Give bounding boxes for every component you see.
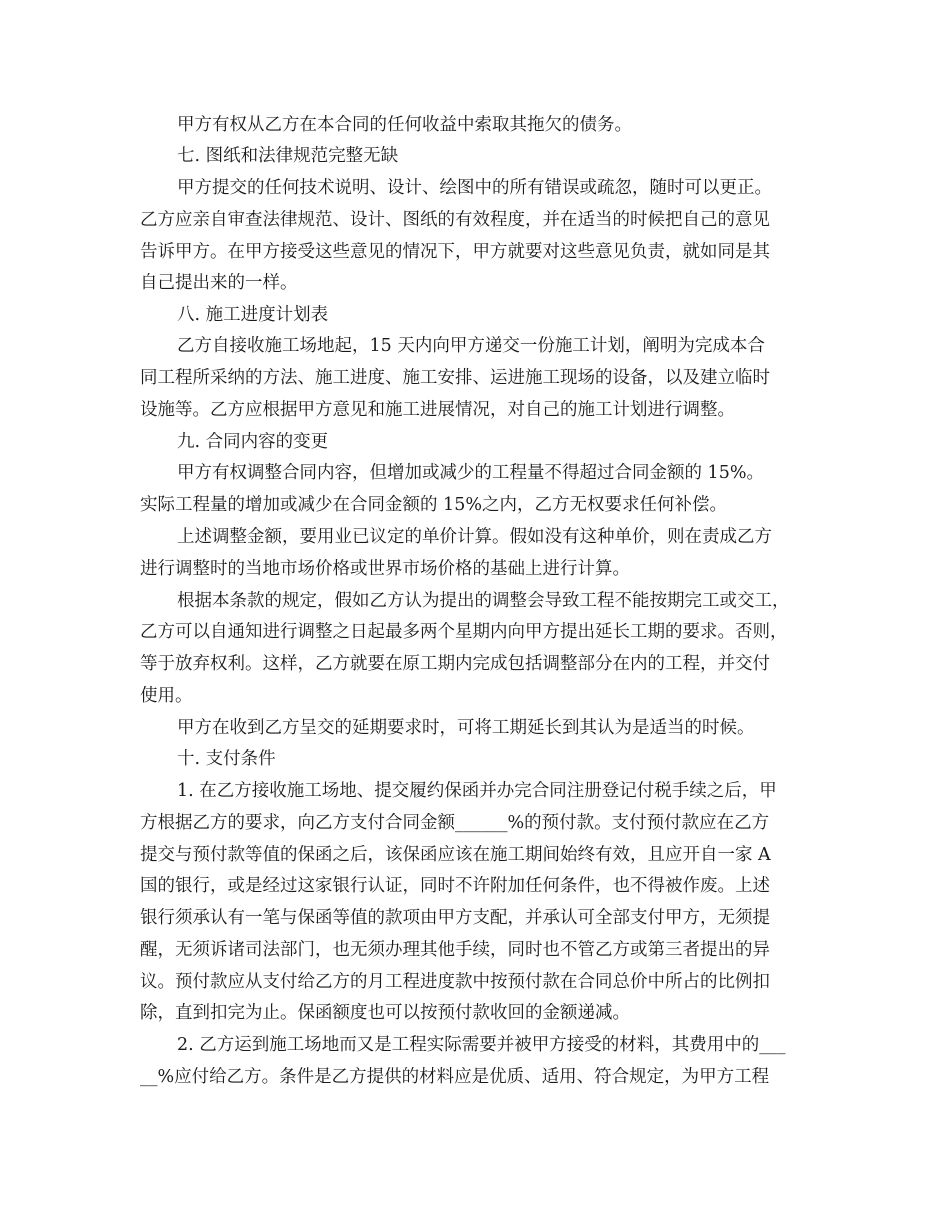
text-line: 根据本条款的规定，假如乙方认为提出的调整会导致工程不能按期完工或交工， — [177, 591, 790, 611]
text-line: 1. 在乙方接收施工场地、提交履约保函并办完合同注册登记付税手续之后，甲 — [177, 781, 777, 801]
text-line: 实际工程量的增加或减少在合同金额的 15%之内，乙方无权要求任何补偿。 — [140, 495, 727, 515]
text-line: __%应付给乙方。条件是乙方提供的材料应是优质、适用、符合规定，为甲方工程 — [140, 1067, 770, 1087]
section-heading: 八. 施工进度计划表 — [177, 305, 329, 325]
text-line: 方根据乙方的要求，向乙方支付合同金额______%的预付款。支付预付款应在乙方 — [140, 813, 770, 833]
text-line: 甲方有权调整合同内容，但增加或减少的工程量不得超过合同金额的 15%。 — [177, 463, 764, 483]
text-line: 同工程所采纳的方法、施工进度、施工安排、运进施工现场的设备，以及建立临时 — [140, 368, 770, 388]
text-line: 乙方应亲自审查法律规范、设计、图纸的有效程度，并在适当的时候把自己的意见 — [140, 210, 770, 230]
text-line: 甲方在收到乙方呈交的延期要求时，可将工期延长到其认为是适当的时候。 — [177, 718, 755, 738]
text-line: 醒，无须诉诸司法部门，也无须办理其他手续，同时也不管乙方或第三者提出的异 — [140, 940, 770, 960]
text-line: 上述调整金额，要用业已议定的单价计算。假如没有这种单价，则在责成乙方 — [177, 527, 772, 547]
text-line: 2. 乙方运到施工场地而又是工程实际需要并被甲方接受的材料，其费用中的___ — [177, 1035, 786, 1055]
text-line: 使用。 — [140, 686, 193, 706]
text-line: 乙方自接收施工场地起，15 天内向甲方递交一份施工计划，阐明为完成本合 — [177, 336, 765, 356]
text-line: 国的银行，或是经过这家银行认证，同时不许附加任何条件，也不得被作废。上述 — [140, 876, 770, 896]
text-line: 自己提出来的一样。 — [140, 273, 298, 293]
text-line: 乙方可以自通知进行调整之日起最多两个星期内向甲方提出延长工期的要求。否则， — [140, 622, 788, 642]
text-line: 除，直到扣完为止。保函额度也可以按预付款收回的金额递减。 — [140, 1003, 630, 1023]
text-line: 提交与预付款等值的保函之后，该保函应该在施工期间始终有效，且应开自一家 A — [140, 845, 771, 865]
section-heading: 十. 支付条件 — [177, 749, 276, 769]
text-line: 甲方提交的任何技术说明、设计、绘图中的所有错误或疏忽，随时可以更正。 — [177, 178, 772, 198]
section-heading: 九. 合同内容的变更 — [177, 432, 329, 452]
text-line: 告诉甲方。在甲方接受这些意见的情况下，甲方就要对这些意见负责，就如同是其 — [140, 242, 770, 262]
text-line: 设施等。乙方应根据甲方意见和施工进展情况，对自己的施工计划进行调整。 — [140, 400, 735, 420]
text-line: 等于放弃权利。这样，乙方就要在原工期内完成包括调整部分在内的工程，并交付 — [140, 654, 770, 674]
text-line: 银行须承认有一笔与保函等值的款项由甲方支配，并承认可全部支付甲方，无须提 — [140, 908, 770, 928]
text-line: 议。预付款应从支付给乙方的月工程进度款中按预付款在合同总价中所占的比例扣 — [140, 972, 770, 992]
text-line: 甲方有权从乙方在本合同的任何收益中索取其拖欠的债务。 — [177, 115, 632, 135]
section-heading: 七. 图纸和法律规范完整无缺 — [177, 146, 399, 166]
text-line: 进行调整时的当地市场价格或世界市场价格的基础上进行计算。 — [140, 559, 630, 579]
